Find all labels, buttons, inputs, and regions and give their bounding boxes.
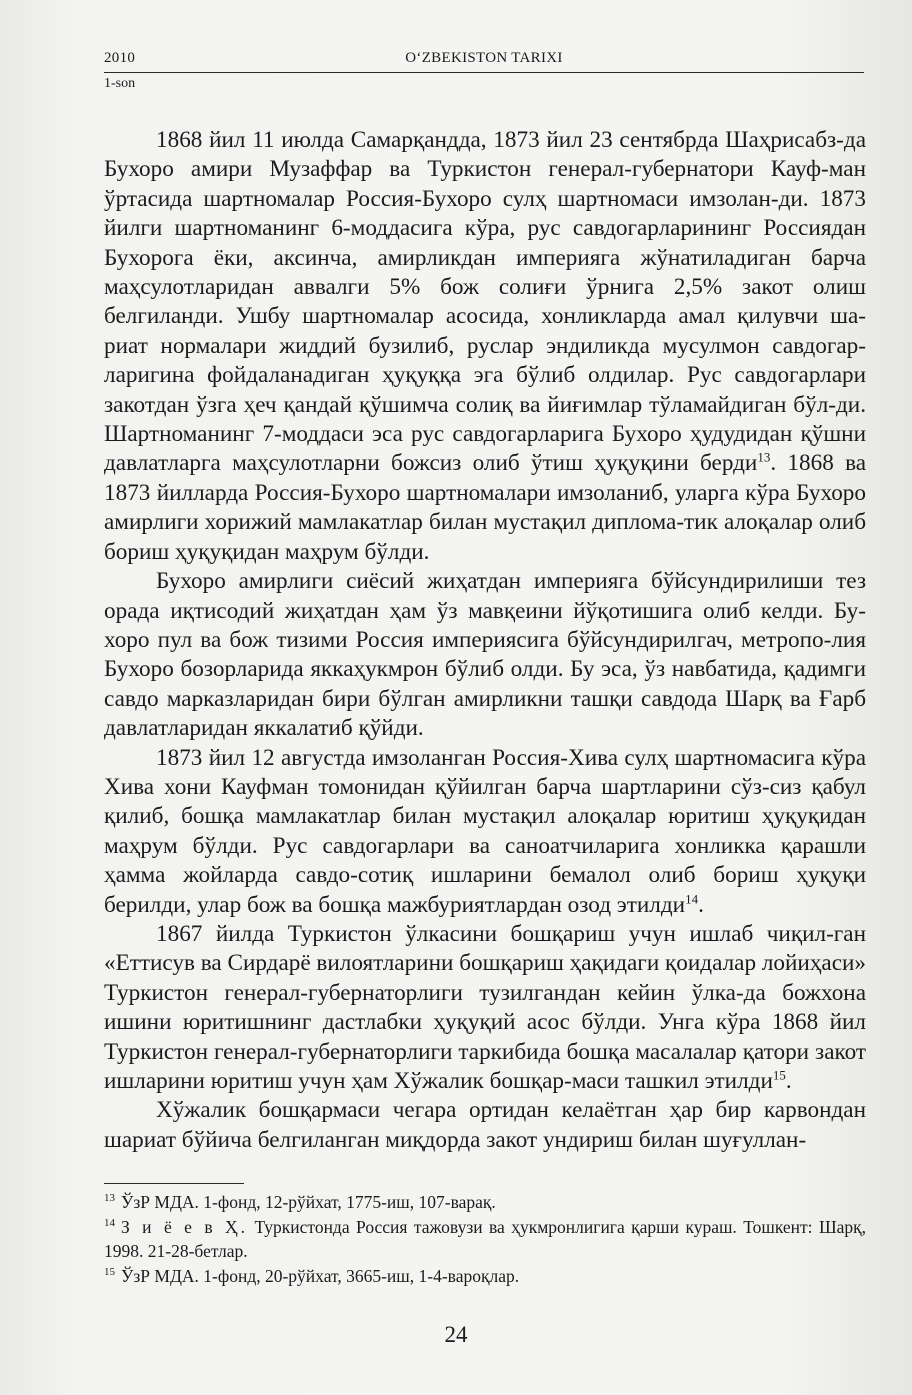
footnote-ref-14: 14 xyxy=(685,890,699,906)
paragraph-5: Хўжалик бошқармаси чегара ортидан келаётган ҳар бир карвондан шариат бўйича белгиланган миқдорда закот ундириш билан шуғуллан- xyxy=(104,1097,866,1153)
footnote-number: 15 xyxy=(104,1265,115,1278)
paragraph-4-tail: . xyxy=(785,1068,792,1094)
footnote-author: З и ё е в Ҳ. xyxy=(121,1216,249,1237)
header-journal-title: O‘ZBEKISTON TARIXI xyxy=(405,50,563,66)
footnote-ref-13: 13 xyxy=(757,449,771,465)
footnote-text: Туркистонда Россия тажовузи ва ҳукмронлигига қарши кураш. Тошкент: Шарқ, 1998. 21-28-бетлар. xyxy=(104,1216,866,1261)
footnote-13 xyxy=(104,1190,866,1215)
footnote-number: 14 xyxy=(104,1216,115,1229)
header-year: 2010 xyxy=(104,50,136,66)
paragraph-1 xyxy=(104,126,866,567)
footnote-rule xyxy=(104,1183,244,1184)
paragraph-2: Бухоро амирлиги сиёсий жиҳатдан империяга бўйсундирилиши тез орада иқтисодий жиҳатдан ҳам ўз мавқеини йўқотишига олиб келди. Бу-хоро пул ва бож тизими Россия империясига бўйсундирилгач, метропо-лия Бухоро бозорларида яккаҳукмрон бўлиб олди. Бу эса, ўз навбатида, қадимги савдо марказларидан бири бўлган амирликни ташқи савдода Шарқ ва Ғарб давлатларидан яккалатиб қўйди. xyxy=(104,568,866,742)
paragraph-4 xyxy=(104,920,866,1096)
paragraph-1-text: 1868 йил 11 июлда Самарқандда, 1873 йил 23 сентябрда Шаҳрисабз-да Бухоро амири Музаффар ва Туркистон генерал-губернатори Кауф-ман ўртасида шартномалар Россия-Бухоро сулҳ шартномаси имзолан-ди. 1873 йилги шартноманинг 6-моддасига кўра, рус савдогарларининг Россиядан Бухорога ёки, аксинча, амирликдан империяга жўнатиладиган барча маҳсулотларидан аввалги 5% бож солиғи ўрнига 2,5% закот олиш белгиланди. Ушбу шартномалар асосида, хонликларда амал қилувчи ша-риат нормалари жиддий бузилиб, руслар эндиликда мусулмон савдогар-ларигина фойдаланадиган ҳуқуққа эга бўлиб олдилар. Рус савдогарлари закотдан ўзга ҳеч қандай қўшимча солиқ ва йиғимлар тўламайдиган бўл-ди. Шартноманинг 7-моддаси эса рус савдогарларига Бухоро ҳудудидан қўшни давлатларга маҳсулотларни божсиз олиб ўтиш ҳуқуқини берди xyxy=(104,127,866,477)
header-rule xyxy=(104,72,864,73)
paragraph-3-text: 1873 йил 12 августда имзоланган Россия-Хива сулҳ шартномасига кўра Хива хони Кауфман томонидан қўйилган барча шартларини сўз-сиз қабул қилиб, бошқа мамлакатлар билан мустақил алоқалар юритиш ҳуқуқидан маҳрум бўлди. Рус савдогарлари ва саноатчиларига хонликка қарашли ҳамма жойларда савдо-сотиқ ишларини бемалол олиб бориш ҳуқуқи берилди, улар бож ва бошқа мажбуриятлардан озод этилди xyxy=(104,744,866,918)
footnote-text: ЎзР МДА. 1-фонд, 12-рўйхат, 1775-иш, 107-варақ. xyxy=(121,1192,496,1212)
paragraph-3-tail: . xyxy=(698,891,704,918)
footnote-14 xyxy=(104,1215,866,1264)
footnote-ref-15: 15 xyxy=(772,1067,786,1083)
footnote-number: 13 xyxy=(104,1192,115,1205)
running-header xyxy=(104,50,864,70)
body-text xyxy=(104,126,866,1155)
footnotes xyxy=(104,1190,866,1288)
paragraph-3 xyxy=(104,744,866,920)
footnote-15 xyxy=(104,1264,866,1289)
header-issue: 1-son xyxy=(104,76,136,91)
paragraph-1-tail: . 1868 ва 1873 йилларда Россия-Бухоро шартномалари имзоланиб, уларга кўра Бухоро амирлиги хорижий мамлакатлар билан мустақил диплома-тик алоқалар олиб бориш ҳуқуқидан маҳрум бўлди. xyxy=(104,450,867,565)
paragraph-4-text: 1867 йилда Туркистон ўлкасини бошқариш учун ишлаб чиқил-ган «Еттисув ва Сирдарё вилоятларини бошқариш ҳақидаги қоидалар лойиҳаси» Туркистон генерал-губернаторлиги тузилгандан кейин ўлка-да божхона ишини юритишнинг дастлабки ҳуқуқий асос бўлди. Унга кўра 1868 йил Туркистон генерал-губернаторлиги таркибида бошқа масалалар қатори закот ишларини юритиш учун ҳам Хўжалик бошқар-маси ташкил этилди xyxy=(104,920,867,1094)
page-number: 24 xyxy=(444,1322,468,1347)
footnote-text: ЎзР МДА. 1-фонд, 20-рўйхат, 3665-иш, 1-4-вароқлар. xyxy=(121,1265,520,1286)
